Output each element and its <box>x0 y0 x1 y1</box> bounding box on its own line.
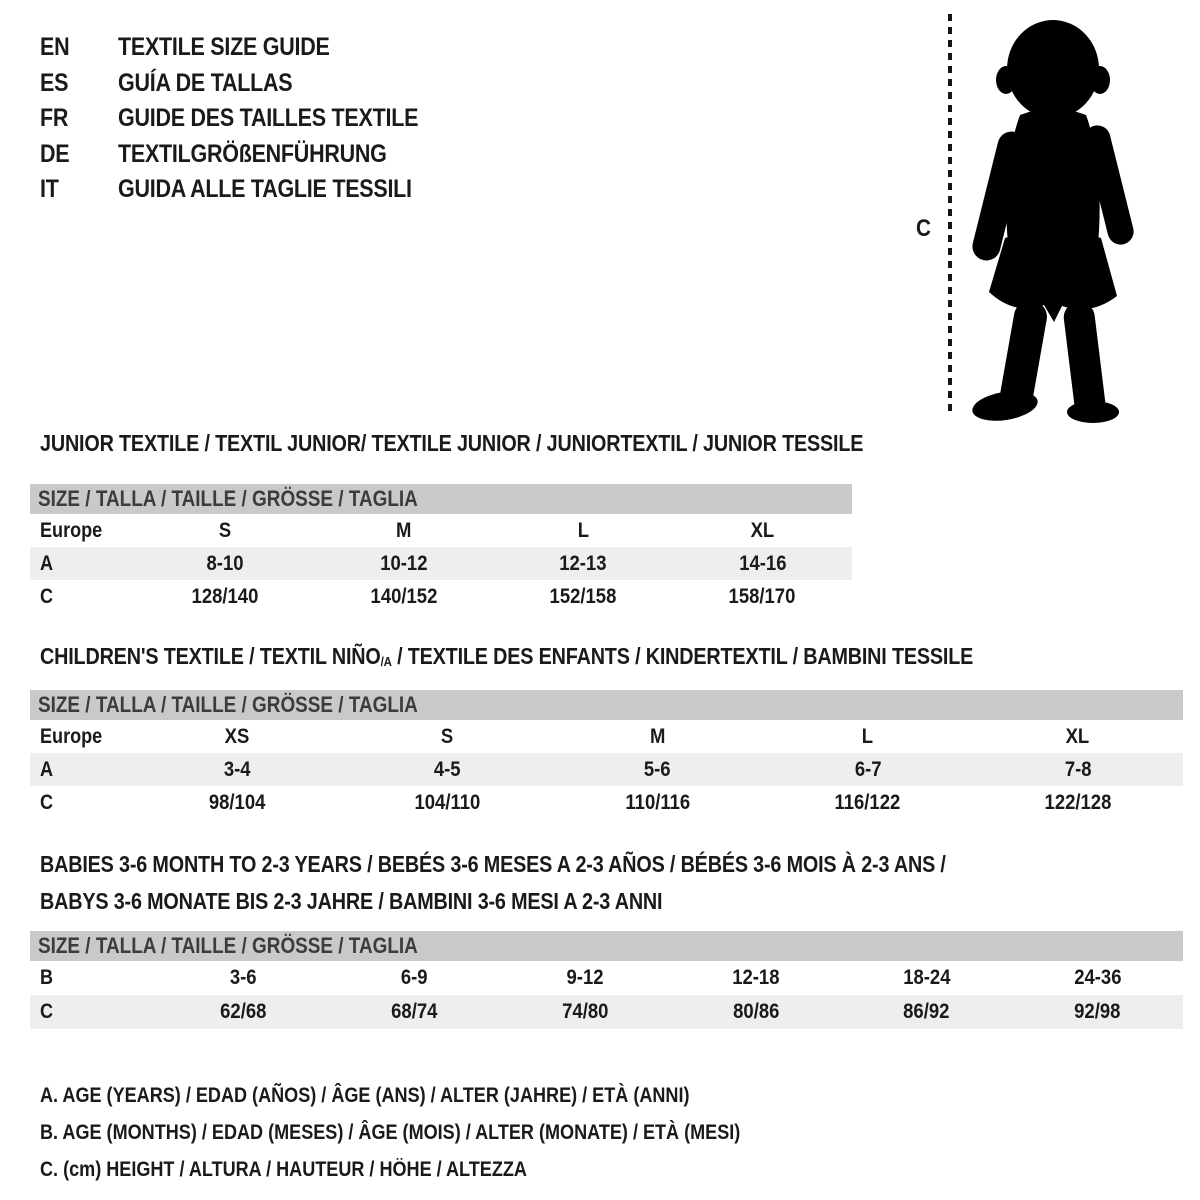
height-cell: 128/140 <box>191 584 259 608</box>
table-row-c <box>30 786 1183 819</box>
size-cell: M <box>649 724 666 748</box>
lang-code <box>40 140 118 169</box>
age-cell: 5-6 <box>644 757 671 781</box>
size-cell: L <box>577 518 589 542</box>
size-cell: S <box>218 518 231 542</box>
table-row-a <box>30 547 852 580</box>
age-cell: 14-16 <box>738 551 787 575</box>
legend-line-b: B. AGE (MONTHS) / EDAD (MESES) / ÂGE (MOIS) / ALTER (MONATE) / ETÀ (MESI) <box>40 1120 741 1144</box>
height-cell: 68/74 <box>391 1000 438 1023</box>
lang-row-it <box>40 172 467 208</box>
height-cell: 140/152 <box>370 584 438 608</box>
height-cell: 86/92 <box>903 1000 950 1023</box>
junior-title-text: JUNIOR TEXTILE / TEXTIL JUNIOR/ TEXTILE JUNIOR / JUNIORTEXTIL / JUNIOR TESSILE <box>40 430 864 456</box>
size-cell: M <box>396 518 412 542</box>
age-cell: 4-5 <box>433 757 461 781</box>
guide-title-de: TEXTILGRÖßENFÜHRUNG <box>118 139 387 168</box>
guide-title-es: GUÍA DE TALLAS <box>118 68 293 97</box>
size-header-text: SIZE / TALLA / TAILLE / GRÖSSE / TAGLIA <box>38 933 418 958</box>
height-cell: 62/68 <box>220 1000 267 1023</box>
children-title-pre: CHILDREN'S TEXTILE / TEXTIL NIÑO <box>40 643 381 669</box>
babies-size-table <box>30 931 1183 1029</box>
months-cell: 18-24 <box>903 966 951 989</box>
months-cell: 12-18 <box>732 966 780 989</box>
height-cell: 110/116 <box>625 790 690 814</box>
toddler-silhouette-shapes <box>969 20 1136 424</box>
height-cell: 74/80 <box>561 1000 609 1023</box>
height-cell: 152/158 <box>549 584 617 608</box>
lang-code <box>40 104 118 133</box>
children-title-subscript: /A <box>380 654 392 669</box>
table-row-a <box>30 753 1183 786</box>
size-cell: XL <box>1066 724 1090 748</box>
size-cell: XS <box>224 724 250 748</box>
months-cell: 6-9 <box>400 966 428 989</box>
lang-row-fr <box>40 101 467 137</box>
size-header-text: SIZE / TALLA / TAILLE / GRÖSSE / TAGLIA <box>38 692 418 717</box>
size-header-row <box>30 690 1183 720</box>
size-cell: XL <box>750 518 775 542</box>
lang-code-text: IT <box>40 175 59 204</box>
guide-title-it: GUIDA ALLE TAGLIE TESSILI <box>118 175 412 204</box>
row-label: C <box>40 790 54 814</box>
legend-line-c: C. (cm) HEIGHT / ALTURA / HAUTEUR / HÖHE / ALTEZZA <box>40 1157 527 1181</box>
babies-section-title <box>40 846 1093 920</box>
lang-row-es <box>40 66 467 102</box>
age-cell: 3-4 <box>223 757 251 781</box>
lang-code <box>40 33 118 62</box>
guide-title-fr: GUIDE DES TAILLES TEXTILE <box>118 104 419 133</box>
table-row-b <box>30 961 1183 995</box>
height-cell: 122/128 <box>1044 790 1112 814</box>
size-header-text: SIZE / TALLA / TAILLE / GRÖSSE / TAGLIA <box>38 486 418 511</box>
months-cell: 24-36 <box>1073 966 1122 989</box>
row-label: C <box>40 584 54 608</box>
age-cell: 7-8 <box>1064 757 1092 781</box>
legend-line-a: A. AGE (YEARS) / EDAD (AÑOS) / ÂGE (ANS) / ALTER (JAHRE) / ETÀ (ANNI) <box>40 1083 690 1107</box>
legend <box>40 1077 854 1188</box>
lang-code-text: DE <box>40 139 70 168</box>
junior-section-title <box>40 430 997 457</box>
lang-code-text: EN <box>40 33 70 62</box>
children-size-table <box>30 690 1183 819</box>
children-section-title <box>40 643 1125 670</box>
months-cell: 9-12 <box>566 966 604 989</box>
table-row-europe <box>30 514 852 547</box>
lang-row-de <box>40 137 467 173</box>
toddler-silhouette-icon <box>963 12 1143 424</box>
height-cell: 92/98 <box>1074 1000 1121 1023</box>
height-cell: 80/86 <box>732 1000 780 1023</box>
lang-code-text: FR <box>40 104 69 133</box>
children-title-post: / TEXTILE DES ENFANTS / KINDERTEXTIL / BAMBINI TESSILE <box>391 643 974 669</box>
babies-title-line2: BABYS 3-6 MONATE BIS 2-3 JAHRE / BAMBINI 3-6 MESI A 2-3 ANNI <box>40 888 663 914</box>
guide-title-en: TEXTILE SIZE GUIDE <box>118 33 330 62</box>
age-cell: 12-13 <box>559 551 607 575</box>
size-cell: L <box>862 724 874 748</box>
size-header-row <box>30 931 1183 961</box>
table-row-c <box>30 995 1183 1029</box>
table-row-europe <box>30 720 1183 753</box>
age-cell: 6-7 <box>854 757 882 781</box>
lang-code <box>40 69 118 98</box>
size-cell: S <box>441 724 454 748</box>
junior-size-table <box>30 484 852 613</box>
height-measure-dashed-line <box>948 14 952 414</box>
row-label: Europe <box>40 724 103 748</box>
row-label: A <box>40 757 54 781</box>
lang-code-text: ES <box>40 68 69 97</box>
row-label: Europe <box>40 518 103 542</box>
size-header-row <box>30 484 852 514</box>
height-cell: 104/110 <box>414 790 481 814</box>
height-measure-label: C <box>916 215 931 242</box>
age-cell: 10-12 <box>380 551 428 575</box>
row-label: C <box>40 1000 54 1023</box>
babies-title-line1: BABIES 3-6 MONTH TO 2-3 YEARS / BEBÉS 3-6 MESES A 2-3 AÑOS / BÉBÉS 3-6 MOIS À 2-3 ANS / <box>40 851 946 877</box>
lang-code <box>40 175 118 204</box>
height-cell: 98/104 <box>208 790 266 814</box>
lang-row-en <box>40 30 467 66</box>
height-cell: 116/122 <box>834 790 901 814</box>
children-title-text <box>40 643 973 670</box>
age-cell: 8-10 <box>206 551 244 575</box>
table-row-c <box>30 580 852 613</box>
row-label: A <box>40 551 54 575</box>
months-cell: 3-6 <box>230 966 257 989</box>
height-cell: 158/170 <box>728 584 796 608</box>
row-label: B <box>40 966 54 989</box>
language-title-list <box>40 30 467 208</box>
